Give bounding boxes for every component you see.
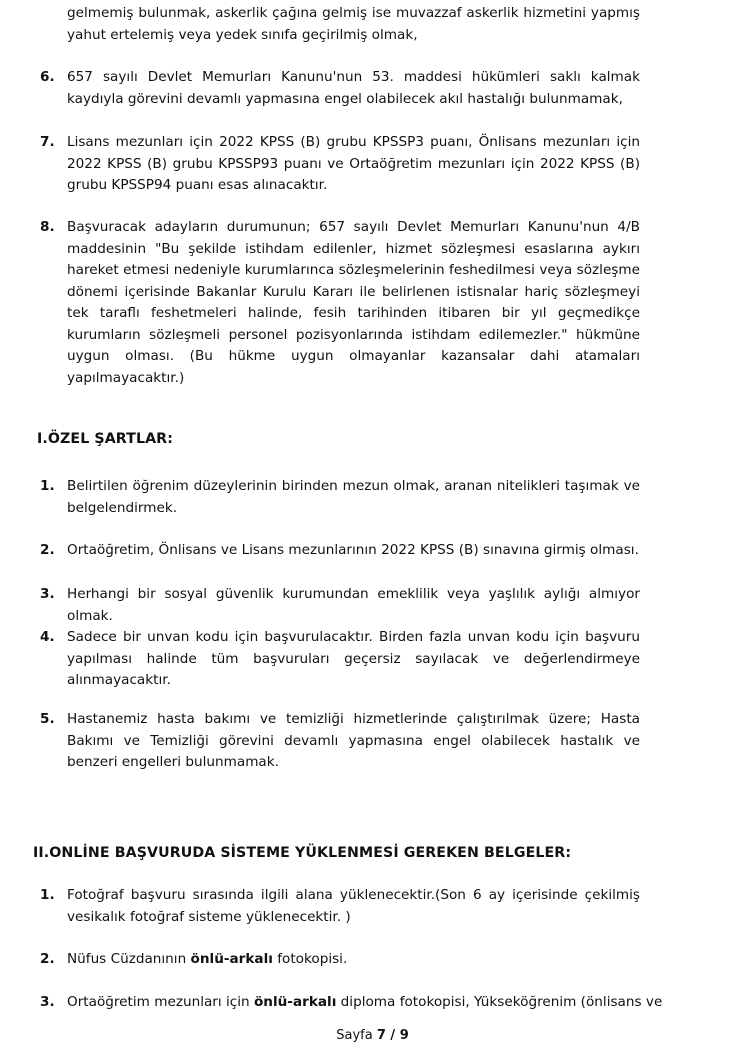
item-text-post: fotokopisi. (272, 951, 348, 967)
section-heading-ozel-sartlar: I.ÖZEL ŞARTLAR: (37, 431, 173, 447)
item-number: 6. (40, 69, 55, 85)
list-item (40, 217, 640, 389)
item-text: Fotoğraf başvuru sırasında ilgili alana yüklenecektir.(Son 6 ay içerisinde çekilmiş vesikalık fotoğraf sisteme yüklenecektir. ) (67, 887, 640, 925)
item-number: 5. (40, 711, 55, 727)
item-text: 657 sayılı Devlet Memurları Kanunu'nun 53. maddesi hükümleri saklı kalmak kaydıyla görevini devamlı yapmasına engel olabilecek akıl hastalığı bulunmamak, (67, 69, 640, 107)
item-text: Ortaöğretim, Önlisans ve Lisans mezunlarının 2022 KPSS (B) sınavına girmiş olması. (67, 542, 639, 558)
item-text (67, 992, 663, 1014)
list-item (40, 67, 640, 110)
list-item (40, 949, 640, 971)
item-text-bold: önlü-arkalı (190, 951, 273, 967)
item-number: 3. (40, 994, 55, 1010)
item-number: 7. (40, 134, 55, 150)
item-number: 8. (40, 219, 55, 235)
item-text: Herhangi bir sosyal güvenlik kurumundan emeklilik veya yaşlılık aylığı almıyor olmak. (67, 586, 640, 624)
item-number: 4. (40, 629, 55, 645)
list-item (40, 584, 640, 627)
item-text: Başvuracak adayların durumunun; 657 sayılı Devlet Memurları Kanunu'nun 4/B maddesinin "Bu şekilde istihdam edilenler, hizmet sözleşmesi esaslarına aykırı hareket etmesi nedeniyle kurumlarınca sözleşmelerinin feshedilmesi veya sözleşme dönemi içerisinde Bakanlar Kurulu Kararı ile belirlenen istisnalar hariç sözleşmeyi tek taraflı feshetmeleri halinde, fesih tarihinden itibaren bir yıl geçmedikçe kurumların sözleşmeli personel pozisyonlarında istihdam edilemezler." hükmüne uygun olması. (Bu hükme uygun olmayanlar kazansalar dahi atamaları yapılmayacaktır.) (67, 219, 640, 386)
item-number: 2. (40, 951, 55, 967)
item-text-post: diploma fotokopisi, Yükseköğrenim (önlisans ve (336, 994, 663, 1010)
item-number: 1. (40, 887, 55, 903)
list-item (40, 540, 640, 562)
list-item (40, 476, 640, 519)
section-heading-online-basvuru: II.ONLİNE BAŞVURUDA SİSTEME YÜKLENMESİ GEREKEN BELGELER: (33, 845, 572, 861)
item-number: 1. (40, 478, 55, 494)
item-text: Hastanemiz hasta bakımı ve temizliği hizmetlerinde çalıştırılmak üzere; Hasta Bakımı ve Temizliği görevini devamlı yapmasına engel olabilecek hastalık ve benzeri engelleri bulunmamak. (67, 711, 640, 770)
page-number: 7 / 9 (376, 1028, 409, 1043)
item-text: Sadece bir unvan kodu için başvurulacaktır. Birden fazla unvan kodu için başvuru yapılması halinde tüm başvuruları geçersiz sayılacak ve değerlendirmeye alınmayacaktır. (67, 629, 640, 688)
item-text (67, 949, 640, 971)
list-item (40, 992, 663, 1014)
item-text-pre: Ortaöğretim mezunları için (67, 994, 254, 1010)
list-item (40, 627, 640, 692)
item-text-pre: Nüfus Cüzdanının (67, 951, 191, 967)
item-text-bold: önlü-arkalı (253, 994, 337, 1010)
item-number: 2. (40, 542, 55, 558)
page-label: Sayfa (336, 1028, 373, 1043)
page-footer (0, 1028, 745, 1043)
item-text: Belirtilen öğrenim düzeylerinin birinden mezun olmak, aranan nitelikleri taşımak ve belgelendirmek. (67, 478, 640, 516)
list-item (40, 885, 640, 928)
continuation-paragraph: gelmemiş bulunmak, askerlik çağına gelmiş ise muvazzaf askerlik hizmetini yapmış yahut ertelemiş veya yedek sınıfa geçirilmiş olmak, (67, 5, 640, 43)
item-text: Lisans mezunları için 2022 KPSS (B) grubu KPSSP3 puanı, Önlisans mezunları için 2022 KPSS (B) grubu KPSSP93 puanı ve Ortaöğretim mezunları için 2022 KPSS (B) grubu KPSSP94 puanı esas alınacaktır. (67, 134, 640, 193)
item-number: 3. (40, 586, 55, 602)
list-item (40, 709, 640, 774)
list-item (40, 132, 640, 197)
